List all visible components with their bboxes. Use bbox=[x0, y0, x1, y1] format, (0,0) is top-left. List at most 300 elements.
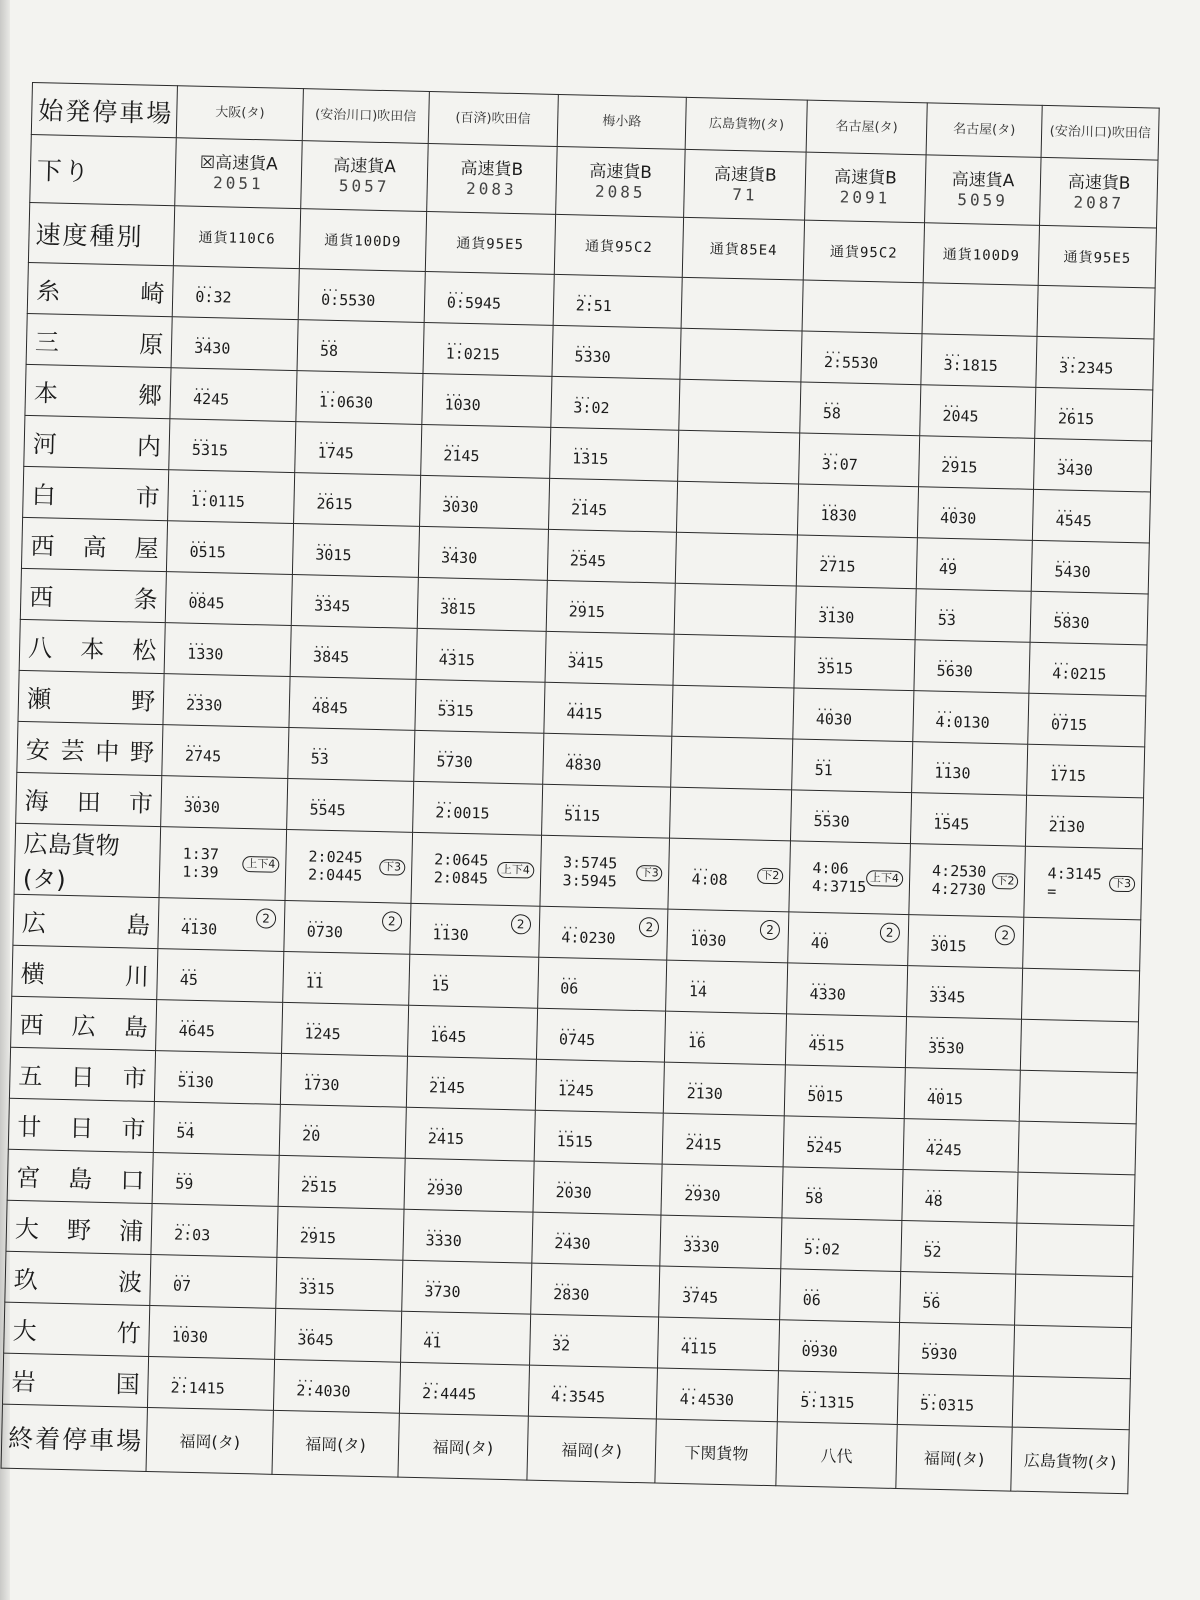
train-number: 2091 bbox=[839, 186, 891, 208]
time-value: 3130 bbox=[818, 607, 855, 627]
pass-dots: ... bbox=[819, 546, 837, 560]
time-cell bbox=[541, 784, 671, 838]
pass-dots: ... bbox=[315, 535, 333, 549]
time-cell bbox=[280, 1053, 407, 1107]
station-name-text bbox=[24, 781, 153, 819]
time-cell bbox=[1026, 795, 1144, 849]
time-cell bbox=[529, 1314, 659, 1368]
time-value: 5630 bbox=[936, 661, 973, 680]
speed-class: 通貨95E5 bbox=[425, 211, 555, 274]
train-type-number bbox=[301, 141, 428, 212]
time-value: 3730 bbox=[424, 1281, 461, 1301]
time-cell bbox=[780, 1269, 901, 1323]
platform-number: 2 bbox=[760, 920, 780, 940]
arrival-time: 2:0245 bbox=[308, 847, 363, 867]
time-value: 4:0130 bbox=[935, 712, 990, 732]
time-value: 2:51 bbox=[575, 295, 613, 315]
time-value: 4830 bbox=[565, 754, 602, 774]
time-value: 3430 bbox=[194, 338, 231, 358]
time-cell bbox=[298, 269, 425, 323]
station-char: 高 bbox=[82, 532, 107, 562]
time-value: 3530 bbox=[927, 1038, 965, 1057]
train-origin-text: (安治川口)吹田信 bbox=[314, 107, 417, 125]
time-cell bbox=[670, 787, 792, 841]
train-type bbox=[806, 166, 925, 189]
time-value: 1:0215 bbox=[445, 343, 501, 364]
pass-dots: ... bbox=[171, 1316, 190, 1331]
time-value: 1030 bbox=[171, 1326, 209, 1346]
pass-dots: ... bbox=[305, 962, 323, 977]
time-value: 58 bbox=[822, 403, 842, 422]
pass-dots: ... bbox=[1054, 551, 1072, 566]
station-char: 市 bbox=[122, 1063, 147, 1093]
time-cell bbox=[289, 677, 416, 731]
time-cell bbox=[531, 1212, 661, 1266]
pass-dots: ... bbox=[935, 702, 953, 716]
terminal-station: 福岡(タ) bbox=[146, 1407, 273, 1474]
time-cell bbox=[295, 422, 422, 476]
track-mark: 上下4 bbox=[497, 862, 534, 879]
time-value: 48 bbox=[924, 1191, 943, 1210]
pass-dots: ... bbox=[689, 971, 707, 986]
terminal-station: 下関貨物 bbox=[655, 1419, 777, 1486]
train-type-number bbox=[426, 143, 556, 214]
time-value: 3345 bbox=[314, 596, 351, 615]
pass-dots: ... bbox=[923, 1232, 941, 1246]
time-cell bbox=[149, 1305, 276, 1359]
time-value: 2715 bbox=[819, 556, 856, 576]
train-type bbox=[302, 155, 427, 178]
train-type-text: 高速貨A bbox=[333, 155, 397, 177]
train-type bbox=[685, 163, 805, 186]
time-cell bbox=[418, 526, 548, 580]
time-cell bbox=[287, 778, 414, 832]
train-origin-text: 大阪(タ) bbox=[215, 105, 265, 122]
pass-dots: ... bbox=[572, 438, 590, 453]
time-value: 5430 bbox=[1054, 561, 1091, 581]
pass-dots: ... bbox=[432, 914, 450, 929]
time-cell bbox=[278, 1155, 405, 1209]
time-value: 1:0630 bbox=[318, 392, 374, 412]
pass-dots: ... bbox=[303, 1064, 321, 1079]
time-cell bbox=[284, 900, 411, 954]
station-name bbox=[7, 1149, 153, 1203]
time-value: 4845 bbox=[311, 698, 349, 717]
time-cell bbox=[163, 674, 290, 728]
station-name-text bbox=[15, 1208, 144, 1246]
station-char: 広 bbox=[21, 908, 47, 938]
time-value: 58 bbox=[804, 1188, 824, 1207]
time-cell bbox=[781, 1218, 902, 1272]
pass-dots: ... bbox=[317, 433, 335, 447]
pass-dots: ... bbox=[435, 792, 453, 807]
time-cell bbox=[1013, 1376, 1131, 1430]
time-cell bbox=[158, 898, 285, 952]
time-cell bbox=[909, 844, 1026, 918]
pass-dots: ... bbox=[1055, 500, 1073, 515]
station-name-text bbox=[11, 1361, 140, 1399]
station-name-text bbox=[35, 322, 164, 360]
time-value: 2415 bbox=[427, 1128, 465, 1148]
time-cell bbox=[279, 1104, 406, 1158]
station-name-text bbox=[36, 271, 165, 309]
pass-dots: ... bbox=[821, 444, 839, 458]
time-cell bbox=[290, 626, 417, 680]
time-cell bbox=[904, 1068, 1021, 1122]
time-cell bbox=[401, 1260, 531, 1314]
pass-dots: ... bbox=[301, 1166, 319, 1181]
pass-dots: ... bbox=[681, 1328, 699, 1342]
time-cell bbox=[157, 949, 284, 1003]
terminal-station: 福岡(タ) bbox=[398, 1413, 528, 1480]
station-name bbox=[11, 996, 157, 1050]
time-value: 0:32 bbox=[195, 287, 232, 307]
time-cell bbox=[403, 1209, 533, 1263]
pass-dots: ... bbox=[553, 1274, 571, 1289]
time-value: 1245 bbox=[557, 1080, 595, 1100]
time-value: 4:0230 bbox=[561, 927, 616, 947]
train-type-number bbox=[805, 152, 926, 223]
pass-dots: ... bbox=[686, 1073, 705, 1087]
time-cell bbox=[165, 572, 292, 626]
time-value: 15 bbox=[431, 975, 450, 995]
time-cell bbox=[420, 424, 550, 478]
time-cell bbox=[1016, 1223, 1134, 1277]
station-name bbox=[18, 670, 164, 724]
pass-dots: ... bbox=[177, 1062, 195, 1076]
train-type bbox=[926, 169, 1041, 192]
station-name-text bbox=[19, 1004, 148, 1042]
time-cell bbox=[1015, 1274, 1133, 1328]
pass-dots: ... bbox=[425, 1220, 443, 1235]
time-value: 1130 bbox=[432, 924, 469, 944]
pass-dots: ... bbox=[934, 753, 952, 767]
pass-dots: ... bbox=[943, 345, 961, 359]
platform-number: 2 bbox=[382, 911, 402, 931]
pass-dots: ... bbox=[176, 1113, 194, 1127]
pass-dots: ... bbox=[321, 280, 339, 294]
station-char: 日 bbox=[69, 1113, 94, 1143]
train-origin bbox=[557, 94, 687, 149]
time-value: 4245 bbox=[925, 1140, 963, 1159]
time-cell bbox=[918, 436, 1035, 490]
pass-dots: ... bbox=[560, 968, 578, 983]
time-cell bbox=[1014, 1325, 1132, 1379]
time-cell bbox=[156, 1000, 283, 1054]
pass-dots: ... bbox=[924, 1181, 942, 1195]
train-prefix-mark: ☒ bbox=[199, 152, 216, 173]
arrival-time: 4:06 bbox=[812, 858, 849, 878]
time-value: 5315 bbox=[437, 700, 474, 720]
time-value: 2930 bbox=[426, 1179, 464, 1199]
train-type bbox=[1041, 171, 1157, 194]
time-value: 3030 bbox=[183, 797, 221, 816]
speed-class: 通貨85E4 bbox=[683, 217, 805, 280]
time-value: 1715 bbox=[1049, 765, 1087, 785]
time-cell bbox=[535, 1059, 665, 1113]
train-type-number bbox=[924, 155, 1041, 226]
time-cell bbox=[547, 529, 677, 583]
time-value: 5730 bbox=[436, 751, 473, 771]
train-number: 2083 bbox=[465, 178, 517, 199]
station-char: 口 bbox=[120, 1165, 145, 1195]
pass-dots: ... bbox=[928, 1028, 946, 1042]
time-cell bbox=[170, 368, 297, 422]
time-value: 5315 bbox=[191, 440, 229, 460]
pass-dots: ... bbox=[818, 597, 836, 611]
track-mark: 上下4 bbox=[242, 856, 279, 873]
station-char: 原 bbox=[138, 330, 164, 359]
time-value: 5015 bbox=[807, 1086, 844, 1106]
time-cell bbox=[410, 903, 540, 957]
time-cell bbox=[417, 577, 547, 631]
pass-dots: ... bbox=[809, 974, 827, 988]
time-cell bbox=[537, 957, 667, 1011]
time-cell bbox=[911, 742, 1028, 796]
pass-dots: ... bbox=[683, 1226, 701, 1240]
train-type bbox=[176, 152, 301, 175]
time-cell bbox=[897, 1373, 1014, 1427]
time-cell bbox=[285, 829, 412, 903]
timetable bbox=[1, 82, 1160, 1494]
station-name bbox=[13, 894, 159, 948]
pass-dots: ... bbox=[814, 750, 833, 764]
pass-dots: ... bbox=[921, 1334, 939, 1348]
time-cell bbox=[167, 521, 294, 575]
station-char: 玖 bbox=[13, 1265, 39, 1294]
station-name-text bbox=[27, 679, 156, 717]
pass-dots: ... bbox=[431, 965, 449, 980]
station-name-text bbox=[16, 1157, 145, 1195]
time-value: 4415 bbox=[566, 703, 603, 723]
time-value: 4:0215 bbox=[1051, 663, 1107, 684]
time-value: 3515 bbox=[816, 658, 854, 678]
time-cell bbox=[168, 470, 295, 524]
time-cell bbox=[171, 317, 298, 371]
station-char: 安 bbox=[25, 735, 51, 765]
pass-dots: ... bbox=[558, 1070, 576, 1085]
time-cell bbox=[1027, 744, 1145, 798]
time-value: 4515 bbox=[808, 1035, 845, 1055]
pass-dots: ... bbox=[574, 336, 592, 351]
time-value: 4130 bbox=[180, 919, 218, 938]
pass-dots: ... bbox=[187, 634, 205, 648]
pass-dots: ... bbox=[940, 498, 958, 512]
time-cell bbox=[405, 1107, 535, 1161]
time-cell bbox=[530, 1263, 660, 1317]
time-cell bbox=[1028, 693, 1146, 747]
speed-class: 通貨95C2 bbox=[554, 214, 684, 277]
time-cell bbox=[1018, 1121, 1136, 1175]
station-char: 野 bbox=[129, 737, 155, 767]
arrival-time: 1:37 bbox=[182, 844, 220, 864]
pass-dots: ... bbox=[573, 387, 591, 402]
time-value: 14 bbox=[688, 981, 708, 1001]
station-name bbox=[16, 772, 162, 826]
time-value: 5530 bbox=[813, 811, 850, 831]
station-char: 廿 bbox=[16, 1112, 42, 1141]
pass-dots: ... bbox=[445, 333, 464, 348]
start-station-label: 始発停車場 bbox=[31, 83, 177, 138]
station-char: 大 bbox=[12, 1316, 37, 1345]
time-cell bbox=[161, 776, 288, 830]
time-cell bbox=[538, 906, 668, 960]
time-cell bbox=[1030, 591, 1148, 645]
time-cell bbox=[148, 1356, 275, 1410]
pass-dots: ... bbox=[192, 430, 210, 444]
pass-dots: ... bbox=[684, 1175, 702, 1189]
time-cell bbox=[898, 1322, 1015, 1376]
pass-dots: ... bbox=[422, 1373, 440, 1388]
time-value: 5930 bbox=[920, 1344, 958, 1363]
pass-dots: ... bbox=[807, 1076, 825, 1090]
station-name-text bbox=[18, 1055, 147, 1093]
station-char: 内 bbox=[136, 431, 162, 461]
pass-dots: ... bbox=[304, 1013, 322, 1028]
station-char: 海 bbox=[24, 786, 50, 816]
time-value: 41 bbox=[423, 1332, 442, 1352]
time-value: 07 bbox=[172, 1276, 192, 1295]
pass-dots: ... bbox=[189, 532, 207, 546]
time-value: 2545 bbox=[569, 550, 607, 570]
pass-dots: ... bbox=[312, 688, 330, 702]
time-cell bbox=[915, 589, 1032, 643]
time-cell bbox=[667, 909, 789, 963]
time-value: 3:1815 bbox=[943, 355, 998, 375]
time-cell bbox=[276, 1257, 403, 1311]
time-cell bbox=[275, 1308, 402, 1362]
station-char: 岩 bbox=[11, 1367, 36, 1396]
time-cell bbox=[1032, 540, 1150, 594]
time-value: 59 bbox=[175, 1174, 194, 1193]
time-cell bbox=[282, 1002, 409, 1056]
pass-dots: ... bbox=[575, 285, 594, 300]
pass-dots: ... bbox=[922, 1283, 940, 1297]
pass-dots: ... bbox=[561, 917, 579, 932]
time-value: 1315 bbox=[572, 448, 609, 468]
pass-dots: ... bbox=[691, 859, 709, 874]
pass-dots: ... bbox=[685, 1124, 703, 1138]
pass-dots: ... bbox=[181, 909, 199, 923]
time-value: 1830 bbox=[820, 505, 857, 525]
time-value: 2145 bbox=[428, 1077, 466, 1097]
pass-dots: ... bbox=[443, 435, 461, 450]
pass-dots: ... bbox=[320, 331, 338, 345]
time-cell bbox=[415, 679, 545, 733]
time-value: 5115 bbox=[563, 805, 601, 825]
time-cell bbox=[422, 373, 552, 427]
time-value: 1545 bbox=[932, 814, 970, 833]
pass-dots: ... bbox=[1053, 602, 1071, 617]
station-char: 広 bbox=[71, 1011, 97, 1041]
station-name-text bbox=[13, 1259, 142, 1297]
pass-dots: ... bbox=[936, 651, 954, 665]
time-value: 3015 bbox=[930, 936, 967, 955]
pass-dots: ... bbox=[437, 690, 455, 705]
time-cell bbox=[679, 379, 801, 433]
time-cell bbox=[408, 954, 538, 1008]
time-cell bbox=[151, 1204, 278, 1258]
time-cell bbox=[553, 274, 683, 328]
time-value: 2330 bbox=[185, 695, 223, 714]
time-cell bbox=[294, 473, 421, 527]
train-origin-text: 広島貨物(タ) bbox=[708, 116, 785, 134]
train-origin bbox=[176, 86, 303, 141]
station-char: 田 bbox=[76, 787, 102, 817]
pass-dots: ... bbox=[1048, 806, 1067, 821]
pass-dots: ... bbox=[429, 1067, 447, 1082]
arrival-time: 4:2530 bbox=[931, 861, 987, 881]
time-value: 2745 bbox=[184, 746, 222, 765]
station-char: 大 bbox=[14, 1214, 40, 1243]
time-cell bbox=[540, 835, 670, 909]
train-origin-text: (百済)吹田信 bbox=[455, 110, 531, 128]
time-cell bbox=[1017, 1172, 1135, 1226]
time-value: 3015 bbox=[315, 545, 352, 564]
time-cell bbox=[288, 727, 415, 781]
time-cell bbox=[672, 685, 794, 739]
pass-dots: ... bbox=[440, 588, 458, 603]
station-name bbox=[2, 1353, 148, 1407]
pass-dots: ... bbox=[568, 591, 587, 606]
station-name bbox=[23, 466, 169, 520]
time-cell bbox=[164, 623, 291, 677]
train-origin bbox=[686, 97, 808, 152]
time-cell bbox=[901, 1221, 1018, 1275]
pass-dots: ... bbox=[423, 1322, 441, 1337]
time-cell bbox=[673, 634, 795, 688]
time-cell bbox=[419, 475, 549, 529]
time-cell bbox=[406, 1056, 536, 1110]
departure-time: 4:3715 bbox=[811, 876, 867, 897]
time-cell bbox=[1029, 642, 1147, 696]
time-value: 5245 bbox=[805, 1137, 843, 1157]
time-value: 2930 bbox=[684, 1185, 721, 1205]
station-name bbox=[20, 568, 166, 622]
time-value: 2:4445 bbox=[421, 1383, 477, 1403]
time-value: 2045 bbox=[942, 406, 979, 426]
time-cell bbox=[1021, 1019, 1139, 1073]
time-value: 0730 bbox=[306, 921, 344, 941]
time-value: 1330 bbox=[187, 644, 224, 663]
time-cell bbox=[668, 838, 790, 912]
station-name bbox=[14, 823, 161, 897]
time-cell bbox=[910, 793, 1027, 847]
time-cell bbox=[798, 484, 919, 538]
train-number: 5057 bbox=[338, 175, 390, 196]
train-type-text: 高速貨B bbox=[833, 166, 898, 189]
train-origin bbox=[926, 103, 1043, 158]
pass-dots: ... bbox=[939, 549, 957, 563]
time-value: 45 bbox=[179, 970, 199, 989]
time-cell bbox=[658, 1317, 780, 1371]
pass-dots: ... bbox=[552, 1325, 570, 1340]
train-type-number bbox=[175, 138, 302, 209]
pass-dots: ... bbox=[820, 495, 838, 509]
terminal-station: 福岡(タ) bbox=[272, 1410, 399, 1477]
departure-time: = bbox=[1047, 882, 1057, 901]
pass-dots: ... bbox=[1056, 449, 1075, 464]
time-value: 2145 bbox=[570, 499, 608, 519]
station-name bbox=[24, 415, 170, 469]
pass-dots: ... bbox=[927, 1079, 945, 1093]
time-cell bbox=[411, 832, 541, 906]
time-value: 3315 bbox=[298, 1278, 336, 1298]
time-value: 2915 bbox=[568, 601, 606, 621]
station-char: 島 bbox=[67, 1164, 93, 1194]
station-char: 白 bbox=[31, 480, 56, 510]
time-value: 3415 bbox=[567, 652, 604, 672]
